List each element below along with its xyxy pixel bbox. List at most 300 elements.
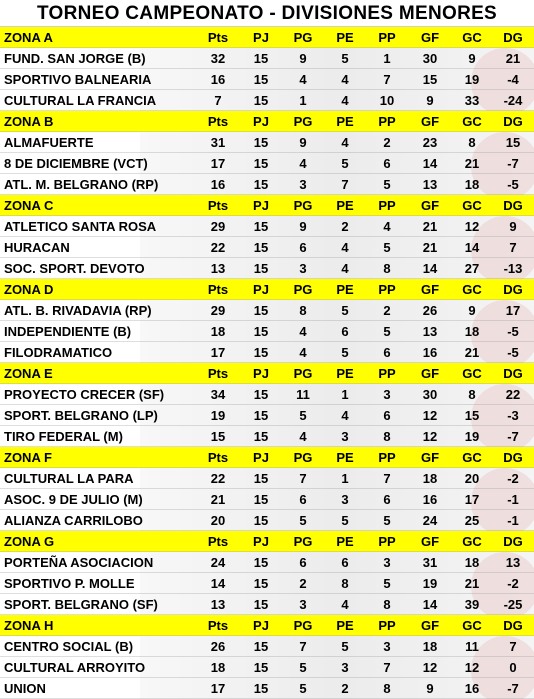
stat-cell: 12 — [422, 408, 438, 423]
stat-cell: 8 — [299, 303, 307, 318]
stat-cell: 25 — [464, 513, 480, 528]
stat-cell: -1 — [507, 513, 519, 528]
team-name: TIRO FEDERAL (M) — [4, 429, 123, 444]
stat-cell: 3 — [299, 597, 307, 612]
column-header: GC — [462, 618, 482, 633]
column-header: Pts — [207, 366, 229, 381]
stat-cell: 15 — [253, 639, 269, 654]
stat-cell: 15 — [253, 660, 269, 675]
column-header: PP — [378, 114, 396, 129]
stat-cell: 15 — [253, 72, 269, 87]
column-header: Pts — [207, 618, 229, 633]
stat-cell: 29 — [210, 303, 226, 318]
team-row — [0, 426, 534, 447]
stat-cell: 4 — [341, 72, 349, 87]
stat-cell: 9 — [509, 219, 517, 234]
column-header: GC — [462, 366, 482, 381]
stat-cell: 15 — [464, 408, 480, 423]
column-header: GF — [420, 282, 440, 297]
column-header: PJ — [253, 114, 269, 129]
stat-cell: 19 — [464, 429, 480, 444]
column-header: DG — [503, 450, 523, 465]
column-header: PJ — [253, 282, 269, 297]
stat-cell: 17 — [210, 681, 226, 696]
stat-cell: 6 — [383, 492, 391, 507]
team-row — [0, 321, 534, 342]
team-name: CULTURAL ARROYITO — [4, 660, 146, 675]
team-name: SPORTIVO BALNEARIA — [4, 72, 152, 87]
stat-cell: 29 — [210, 219, 226, 234]
stat-cell: 9 — [426, 681, 434, 696]
stat-cell: 15 — [253, 576, 269, 591]
stat-cell: 34 — [210, 387, 226, 402]
stat-cell: 27 — [464, 261, 480, 276]
stat-cell: 5 — [383, 513, 391, 528]
stat-cell: 20 — [464, 471, 480, 486]
zone-name: ZONA E — [4, 366, 53, 381]
column-header: DG — [503, 30, 523, 45]
zone-header — [0, 195, 534, 216]
stat-cell: 8 — [341, 576, 349, 591]
stat-cell: 30 — [422, 387, 438, 402]
stat-cell: 21 — [422, 219, 438, 234]
team-row — [0, 237, 534, 258]
stat-cell: 4 — [299, 156, 307, 171]
stat-cell: 31 — [422, 555, 438, 570]
stat-cell: 17 — [210, 156, 226, 171]
column-header: PJ — [253, 450, 269, 465]
stat-cell: 3 — [341, 492, 349, 507]
stat-cell: 14 — [464, 240, 480, 255]
stat-cell: 2 — [341, 681, 349, 696]
column-header: PE — [336, 30, 354, 45]
column-header: DG — [503, 282, 523, 297]
stat-cell: 15 — [253, 303, 269, 318]
stat-cell: 15 — [253, 681, 269, 696]
stat-cell: 9 — [468, 303, 476, 318]
team-name: PROYECTO CRECER (SF) — [4, 387, 165, 402]
stat-cell: 15 — [505, 135, 521, 150]
stat-cell: 13 — [505, 555, 521, 570]
stat-cell: 39 — [464, 597, 480, 612]
column-header: PG — [293, 282, 313, 297]
stat-cell: 8 — [383, 681, 391, 696]
column-header: PP — [378, 30, 396, 45]
stat-cell: 15 — [253, 177, 269, 192]
column-header: GF — [420, 198, 440, 213]
team-name: ASOC. 9 DE JULIO (M) — [4, 492, 143, 507]
stat-cell: 24 — [210, 555, 226, 570]
stat-cell: 14 — [422, 156, 438, 171]
stat-cell: 6 — [299, 492, 307, 507]
stat-cell: 15 — [253, 135, 269, 150]
stat-cell: 12 — [422, 660, 438, 675]
team-name: FILODRAMATICO — [4, 345, 113, 360]
column-header: GF — [420, 366, 440, 381]
stat-cell: 4 — [299, 72, 307, 87]
stat-cell: 13 — [210, 597, 226, 612]
stat-cell: 2 — [383, 135, 391, 150]
team-name: 8 DE DICIEMBRE (VCT) — [4, 156, 148, 171]
stat-cell: 8 — [383, 597, 391, 612]
stat-cell: 16 — [422, 345, 438, 360]
stat-cell: 18 — [464, 177, 480, 192]
stat-cell: 8 — [383, 429, 391, 444]
team-row — [0, 636, 534, 657]
stat-cell: 19 — [422, 576, 438, 591]
column-header: GF — [420, 618, 440, 633]
column-header: DG — [503, 618, 523, 633]
stat-cell: 8 — [468, 387, 476, 402]
stat-cell: 22 — [210, 240, 226, 255]
zone-header — [0, 531, 534, 552]
column-header: PE — [336, 114, 354, 129]
stat-cell: 7 — [299, 639, 307, 654]
stat-cell: 2 — [383, 303, 391, 318]
column-header: PE — [336, 534, 354, 549]
stat-cell: 14 — [422, 261, 438, 276]
stat-cell: 4 — [383, 219, 391, 234]
zone-header — [0, 111, 534, 132]
team-row — [0, 384, 534, 405]
column-header: Pts — [207, 534, 229, 549]
team-name: ALIANZA CARRILOBO — [4, 513, 143, 528]
stat-cell: 13 — [422, 177, 438, 192]
team-name: FUND. SAN JORGE (B) — [4, 51, 146, 66]
column-header: PE — [336, 198, 354, 213]
stat-cell: 21 — [464, 156, 480, 171]
column-header: PE — [336, 282, 354, 297]
team-name: ATL. M. BELGRANO (RP) — [4, 177, 159, 192]
stat-cell: 15 — [253, 261, 269, 276]
column-header: Pts — [207, 114, 229, 129]
stat-cell: 16 — [422, 492, 438, 507]
stat-cell: 17 — [464, 492, 480, 507]
team-row — [0, 657, 534, 678]
stat-cell: 12 — [464, 660, 480, 675]
column-header: GF — [420, 30, 440, 45]
column-header: PG — [293, 534, 313, 549]
team-row — [0, 552, 534, 573]
team-name: SPORT. BELGRANO (LP) — [4, 408, 158, 423]
column-header: PG — [293, 30, 313, 45]
stat-cell: 4 — [341, 93, 349, 108]
stat-cell: 16 — [210, 72, 226, 87]
team-name: HURACAN — [4, 240, 70, 255]
stat-cell: 5 — [341, 345, 349, 360]
team-row — [0, 153, 534, 174]
column-header: PP — [378, 366, 396, 381]
stat-cell: 26 — [422, 303, 438, 318]
stat-cell: 4 — [341, 408, 349, 423]
stat-cell: 9 — [468, 51, 476, 66]
stat-cell: 19 — [210, 408, 226, 423]
stat-cell: 14 — [210, 576, 226, 591]
stat-cell: 15 — [253, 345, 269, 360]
stat-cell: 1 — [383, 51, 391, 66]
stat-cell: 0 — [509, 660, 517, 675]
team-name: ATLETICO SANTA ROSA — [4, 219, 157, 234]
column-header: PP — [378, 450, 396, 465]
stat-cell: -24 — [503, 93, 523, 108]
stat-cell: 18 — [464, 324, 480, 339]
stat-cell: 15 — [422, 72, 438, 87]
stat-cell: 13 — [422, 324, 438, 339]
stat-cell: 5 — [299, 681, 307, 696]
team-row — [0, 69, 534, 90]
team-row — [0, 573, 534, 594]
stat-cell: 14 — [422, 597, 438, 612]
zone-header — [0, 363, 534, 384]
column-header: PP — [378, 282, 396, 297]
stat-cell: 15 — [253, 93, 269, 108]
stat-cell: 13 — [210, 261, 226, 276]
stat-cell: -1 — [507, 492, 519, 507]
stat-cell: 6 — [383, 156, 391, 171]
stat-cell: 4 — [299, 324, 307, 339]
stat-cell: 3 — [341, 660, 349, 675]
stat-cell: 12 — [422, 429, 438, 444]
zone-name: ZONA D — [4, 282, 54, 297]
stat-cell: 16 — [210, 177, 226, 192]
stat-cell: 4 — [341, 597, 349, 612]
stat-cell: 15 — [253, 429, 269, 444]
column-header: GC — [462, 534, 482, 549]
stat-cell: 15 — [253, 240, 269, 255]
stat-cell: 31 — [210, 135, 226, 150]
column-header: PJ — [253, 30, 269, 45]
stat-cell: 1 — [299, 93, 307, 108]
stat-cell: 6 — [341, 324, 349, 339]
standings-table — [0, 27, 534, 699]
stat-cell: -2 — [507, 576, 519, 591]
stat-cell: 1 — [341, 387, 349, 402]
stat-cell: 17 — [505, 303, 521, 318]
stat-cell: 7 — [509, 240, 517, 255]
stat-cell: 1 — [341, 471, 349, 486]
stat-cell: 5 — [383, 240, 391, 255]
stat-cell: 5 — [341, 303, 349, 318]
column-header: GC — [462, 282, 482, 297]
column-header: Pts — [207, 30, 229, 45]
stat-cell: 7 — [509, 639, 517, 654]
team-name: CULTURAL LA PARA — [4, 471, 134, 486]
stat-cell: 3 — [383, 387, 391, 402]
stat-cell: 11 — [465, 639, 479, 654]
stat-cell: 21 — [422, 240, 438, 255]
stat-cell: 22 — [505, 387, 521, 402]
stat-cell: 21 — [464, 576, 480, 591]
stat-cell: 4 — [341, 135, 349, 150]
column-header: DG — [503, 198, 523, 213]
column-header: PE — [336, 450, 354, 465]
team-row — [0, 489, 534, 510]
stat-cell: 17 — [210, 345, 226, 360]
stat-cell: -7 — [507, 156, 519, 171]
stat-cell: 2 — [299, 576, 307, 591]
column-header: GC — [462, 30, 482, 45]
zone-header — [0, 615, 534, 636]
team-name: CULTURAL LA FRANCIA — [4, 93, 157, 108]
zone-name: ZONA A — [4, 30, 53, 45]
column-header: PE — [336, 366, 354, 381]
team-row — [0, 468, 534, 489]
stat-cell: 12 — [464, 219, 480, 234]
column-header: GC — [462, 198, 482, 213]
stat-cell: 5 — [341, 156, 349, 171]
stat-cell: 15 — [253, 471, 269, 486]
stat-cell: 15 — [253, 555, 269, 570]
stat-cell: 15 — [253, 597, 269, 612]
stat-cell: 11 — [296, 387, 310, 402]
team-row — [0, 258, 534, 279]
stat-cell: 5 — [341, 51, 349, 66]
stat-cell: 4 — [299, 345, 307, 360]
stat-cell: -2 — [507, 471, 519, 486]
column-header: Pts — [207, 198, 229, 213]
team-row — [0, 342, 534, 363]
column-header: GC — [462, 114, 482, 129]
column-header: DG — [503, 366, 523, 381]
column-header: PG — [293, 114, 313, 129]
stat-cell: 16 — [464, 681, 480, 696]
zone-name: ZONA H — [4, 618, 54, 633]
column-header: PJ — [253, 534, 269, 549]
stat-cell: 5 — [341, 513, 349, 528]
team-row — [0, 174, 534, 195]
column-header: DG — [503, 534, 523, 549]
stat-cell: 20 — [210, 513, 226, 528]
team-row — [0, 405, 534, 426]
team-row — [0, 594, 534, 615]
stat-cell: 22 — [210, 471, 226, 486]
stat-cell: 15 — [253, 324, 269, 339]
stat-cell: 7 — [341, 177, 349, 192]
zone-name: ZONA G — [4, 534, 55, 549]
stat-cell: -5 — [507, 324, 519, 339]
stat-cell: -13 — [503, 261, 523, 276]
team-name: CENTRO SOCIAL (B) — [4, 639, 134, 654]
zone-header — [0, 27, 534, 48]
stat-cell: -7 — [507, 429, 519, 444]
stat-cell: 5 — [299, 408, 307, 423]
stat-cell: 15 — [253, 156, 269, 171]
column-header: PG — [293, 366, 313, 381]
stat-cell: 21 — [210, 492, 226, 507]
stat-cell: 5 — [341, 639, 349, 654]
stat-cell: 18 — [422, 471, 438, 486]
stat-cell: 15 — [253, 219, 269, 234]
team-name: SPORTIVO P. MOLLE — [4, 576, 135, 591]
stat-cell: 4 — [341, 261, 349, 276]
column-header: PE — [336, 618, 354, 633]
stat-cell: 5 — [299, 513, 307, 528]
stat-cell: -4 — [507, 72, 519, 87]
team-name: PORTEÑA ASOCIACION — [4, 555, 154, 570]
stat-cell: 3 — [383, 555, 391, 570]
column-header: Pts — [207, 282, 229, 297]
stat-cell: 15 — [253, 492, 269, 507]
stat-cell: -5 — [507, 177, 519, 192]
team-row — [0, 678, 534, 699]
zone-name: ZONA B — [4, 114, 54, 129]
stat-cell: 26 — [210, 639, 226, 654]
column-header: GF — [420, 534, 440, 549]
zone-name: ZONA C — [4, 198, 54, 213]
stat-cell: 15 — [253, 51, 269, 66]
team-row — [0, 132, 534, 153]
stat-cell: 10 — [379, 93, 395, 108]
team-name: ATL. B. RIVADAVIA (RP) — [4, 303, 152, 318]
stat-cell: 7 — [214, 93, 222, 108]
stat-cell: 23 — [422, 135, 438, 150]
stat-cell: 32 — [210, 51, 226, 66]
stat-cell: 15 — [253, 387, 269, 402]
stat-cell: 9 — [299, 51, 307, 66]
column-header: PJ — [253, 198, 269, 213]
column-header: Pts — [207, 450, 229, 465]
stat-cell: 4 — [299, 429, 307, 444]
team-name: INDEPENDIENTE (B) — [4, 324, 132, 339]
team-name: SOC. SPORT. DEVOTO — [4, 261, 145, 276]
column-header: PP — [378, 618, 396, 633]
stat-cell: 3 — [299, 261, 307, 276]
stat-cell: 7 — [383, 660, 391, 675]
team-name: ALMAFUERTE — [4, 135, 94, 150]
column-header: PP — [378, 534, 396, 549]
column-header: PG — [293, 450, 313, 465]
stat-cell: 18 — [210, 324, 226, 339]
stat-cell: 6 — [383, 408, 391, 423]
stat-cell: -5 — [507, 345, 519, 360]
stat-cell: 24 — [422, 513, 438, 528]
team-row — [0, 510, 534, 531]
stat-cell: 21 — [505, 51, 521, 66]
stat-cell: 6 — [299, 555, 307, 570]
team-name: SPORT. BELGRANO (SF) — [4, 597, 158, 612]
stat-cell: 5 — [299, 660, 307, 675]
stat-cell: 33 — [464, 93, 480, 108]
column-header: PJ — [253, 618, 269, 633]
column-header: PG — [293, 618, 313, 633]
stat-cell: 7 — [299, 471, 307, 486]
stat-cell: 9 — [299, 135, 307, 150]
stat-cell: 30 — [422, 51, 438, 66]
stat-cell: 9 — [426, 93, 434, 108]
column-header: PG — [293, 198, 313, 213]
stat-cell: 9 — [299, 219, 307, 234]
team-row — [0, 216, 534, 237]
stat-cell: 15 — [210, 429, 226, 444]
stat-cell: -25 — [503, 597, 523, 612]
stat-cell: -3 — [507, 408, 519, 423]
stat-cell: -7 — [507, 681, 519, 696]
stat-cell: 6 — [383, 345, 391, 360]
zone-name: ZONA F — [4, 450, 52, 465]
stat-cell: 3 — [341, 429, 349, 444]
page-title: TORNEO CAMPEONATO - DIVISIONES MENORES — [0, 0, 534, 27]
zone-header — [0, 447, 534, 468]
column-header: GC — [462, 450, 482, 465]
stat-cell: 19 — [464, 72, 480, 87]
stat-cell: 15 — [253, 408, 269, 423]
team-row — [0, 300, 534, 321]
stat-cell: 3 — [299, 177, 307, 192]
team-row — [0, 48, 534, 69]
stat-cell: 15 — [253, 513, 269, 528]
stat-cell: 5 — [383, 324, 391, 339]
stat-cell: 5 — [383, 576, 391, 591]
